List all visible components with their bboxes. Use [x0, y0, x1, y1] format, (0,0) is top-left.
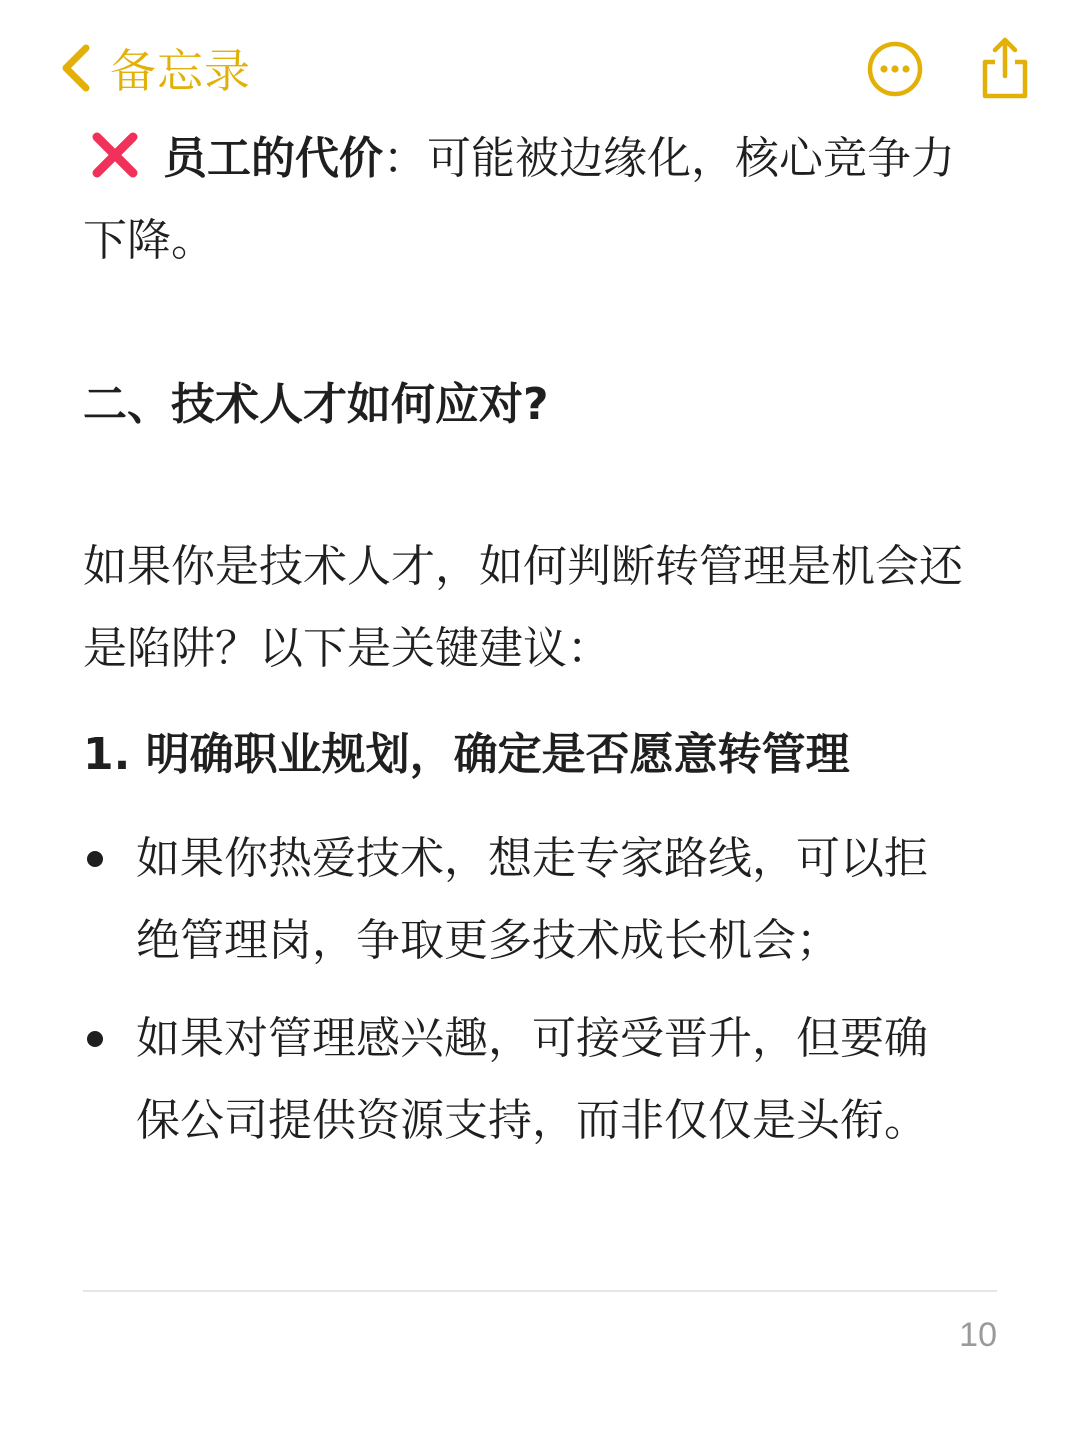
footer-divider	[83, 1290, 997, 1292]
bullet-line1: 如果你热爱技术，想走专家路线，可以拒	[136, 833, 928, 884]
chevron-left-icon	[58, 36, 102, 100]
share-button[interactable]	[978, 36, 1032, 100]
back-label: 备忘录	[110, 44, 251, 98]
bullet-line1: 如果对管理感兴趣，可接受晋升，但要确	[136, 1013, 928, 1064]
section-heading: 二、技术人才如何应对?	[83, 379, 549, 430]
intro-line1: 如果你是技术人才，如何判断转管理是机会还	[83, 541, 963, 592]
cross-mark-icon	[89, 126, 141, 178]
page-number: 10	[959, 1316, 997, 1354]
back-button[interactable]	[58, 36, 251, 100]
paragraph-cost	[83, 118, 1003, 282]
cost-label: 员工的代价	[163, 133, 383, 184]
share-icon	[978, 36, 1032, 100]
navigation-bar	[0, 0, 1080, 120]
bullet-line2: 保公司提供资源支持，而非仅仅是头衔。	[136, 1095, 928, 1146]
paragraph-intro	[83, 526, 1003, 690]
bullet-line2: 绝管理岗，争取更多技术成长机会；	[136, 915, 840, 966]
bullet-dot-icon	[87, 851, 103, 867]
cost-text-line2: 下降。	[83, 215, 215, 266]
more-options-button[interactable]	[866, 40, 924, 98]
note-body-top	[83, 118, 1003, 282]
more-icon	[866, 40, 924, 98]
intro-line2: 是陷阱？以下是关键建议：	[83, 623, 611, 674]
bullet-list	[83, 818, 983, 1178]
subsection-heading: 1. 明确职业规划，确定是否愿意转管理	[83, 729, 850, 780]
cost-text-line1: ：可能被边缘化，核心竞争力	[383, 133, 955, 184]
bullet-dot-icon	[87, 1031, 103, 1047]
list-item	[83, 998, 983, 1162]
list-item	[83, 818, 983, 982]
